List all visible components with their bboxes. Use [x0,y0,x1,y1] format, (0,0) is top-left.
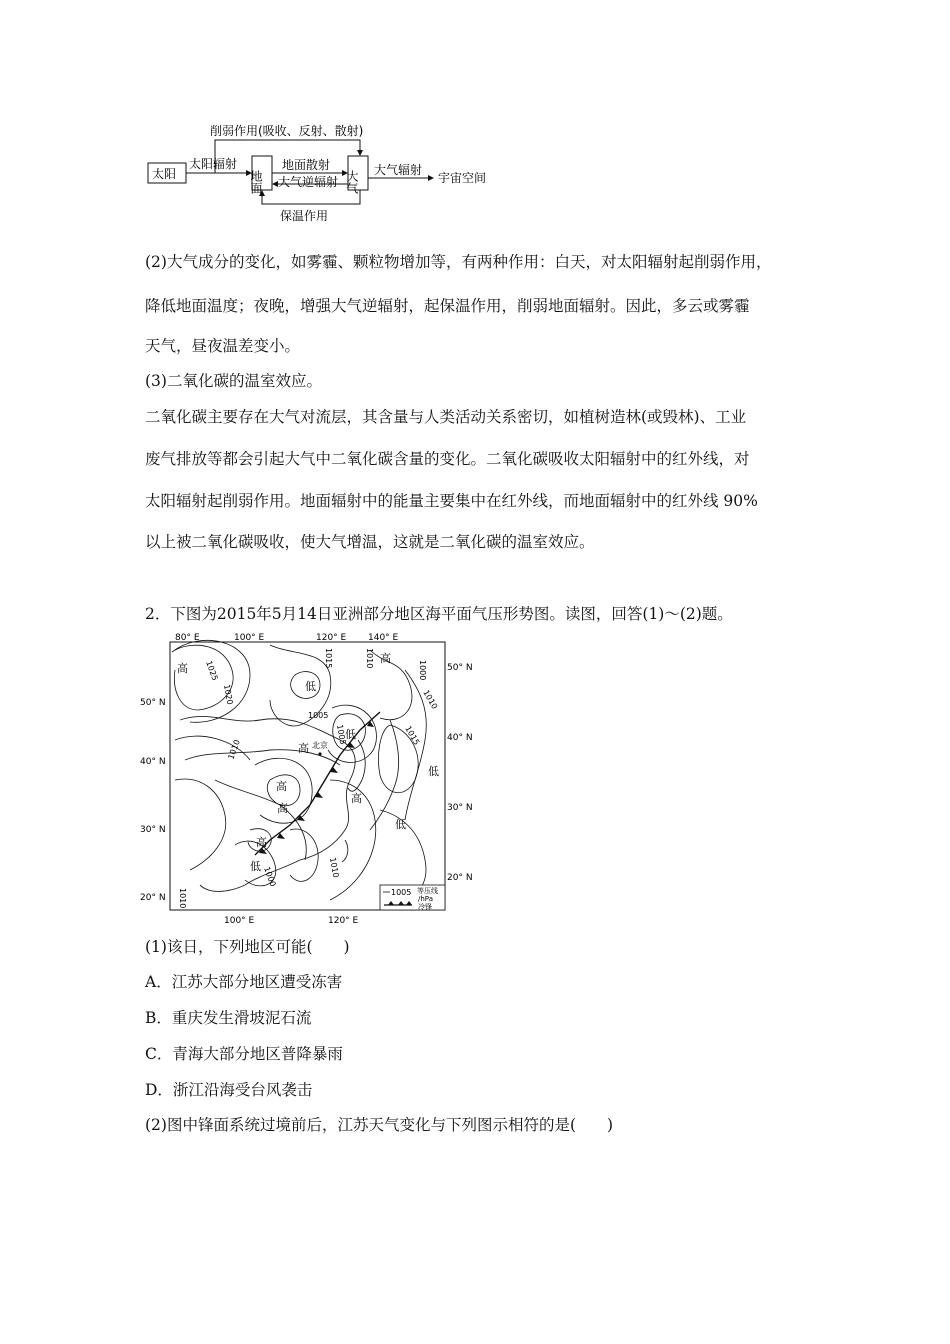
left-tick: 40° N [140,757,166,767]
high-center: 高 [276,780,287,793]
high-center: 高 [177,662,188,675]
high-center: 高 [380,652,391,665]
paragraph-3-line-1: 二氧化碳主要存在大气对流层，其含量与人类活动关系密切，如植树造林(或毁林)、工业 [145,408,747,426]
paragraph-3-line-2: 废气排放等都会引起大气中二氧化碳含量的变化。二氧化碳吸收太阳辐射中的红外线，对 [145,450,750,468]
isobar-label: 1005 [308,711,329,720]
high-center: 高 [256,836,267,849]
isobar-label: 1010 [421,688,440,711]
isobar-label: 1020 [222,683,235,706]
top-tick: 140° E [368,633,399,643]
legend-isobar-label: 等压线 [417,887,438,895]
low-center: 低 [428,765,439,778]
question-1: (1)该日，下列地区可能( ) [145,938,350,956]
legend-unit: /hPa [418,895,433,903]
right-tick: 40° N [447,733,473,743]
beijing-marker [318,752,321,755]
counter-radiation-label: 大气逆辐射 [278,175,339,189]
weakening-label: 削弱作用(吸收、反射、散射) [210,124,364,138]
sun-label: 太阳 [152,167,177,181]
top-tick: 80° E [175,633,200,643]
atmosphere-label: 大气 [345,170,359,194]
isobar-label: 1025 [204,659,220,682]
paragraph-2-line-3: 天气，昼夜温差变小。 [145,337,301,355]
low-center: 低 [395,818,406,831]
ground-radiation-label: 地面散射 [282,158,331,172]
top-tick: 120° E [316,633,347,643]
insulation-label: 保温作用 [280,209,329,223]
left-tick: 50° N [140,698,166,708]
low-center: 低 [305,680,316,693]
beijing-label: 北京 [312,741,328,750]
low-center: 低 [345,728,356,741]
ground-label: 地面 [249,170,263,194]
radiation-diagram [140,118,520,230]
paragraph-2-line-1: (2)大气成分的变化，如雾霾、颗粒物增加等，有两种作用：白天，对太阳辐射起削弱作用， [145,253,772,271]
high-center: 高 [351,792,362,805]
bottom-tick: 100° E [224,916,255,926]
high-center: 高 [277,802,288,815]
legend-front-label: 冷锋 [418,903,432,911]
isobar-label: 1010 [328,856,341,879]
paragraph-3-title: (3)二氧化碳的温室效应。 [145,372,322,390]
paragraph-3-line-4: 以上被二氧化碳吸收，使大气增温，这就是二氧化碳的温室效应。 [145,533,595,551]
isobar-label: 1015 [324,648,333,669]
isobar-label: 1000 [418,660,427,681]
isobar-label: 1010 [226,738,242,761]
atm-radiation-label: 大气辐射 [374,163,423,177]
solar-radiation-label: 太阳辐射 [189,157,238,171]
question-2: (2)图中锋面系统过境前后，江苏天气变化与下列图示相符的是( ) [145,1116,614,1134]
isobar-label: 1015 [403,724,422,747]
pressure-map [140,630,480,930]
option-c: C．青海大部分地区普降暴雨 [145,1045,343,1063]
paragraph-3-line-3: 太阳辐射起削弱作用。地面辐射中的能量主要集中在红外线，而地面辐射中的红外线 90% [145,492,758,510]
right-tick: 20° N [447,873,473,883]
isobar-label: 1005 [335,723,348,746]
legend-isobar-value: 1005 [391,888,412,897]
paragraph-2-line-2: 降低地面温度；夜晚，增强大气逆辐射，起保温作用，削弱地面辐射。因此，多云或雾霾 [145,297,750,315]
space-label: 宇宙空间 [438,171,487,185]
option-b: B．重庆发生滑坡泥石流 [145,1009,312,1027]
isobar-label: 1010 [365,648,374,669]
right-tick: 30° N [447,803,473,813]
isobar-label: 1010 [178,888,187,909]
low-center: 低 [250,860,261,873]
right-tick: 50° N [447,663,473,673]
high-center: 高 [298,742,309,755]
isobar-label: 1000 [262,865,278,888]
option-a: A．江苏大部分地区遭受冻害 [145,973,343,991]
left-tick: 30° N [140,825,166,835]
bottom-tick: 120° E [328,916,359,926]
left-tick: 20° N [140,893,166,903]
question-stem: 2．下图为2015年5月14日亚洲部分地区海平面气压形势图。读图，回答(1)～(2)题。 [145,605,733,623]
map-legend [380,885,445,911]
top-tick: 100° E [234,633,265,643]
option-d: D．浙江沿海受台风袭击 [145,1081,313,1099]
